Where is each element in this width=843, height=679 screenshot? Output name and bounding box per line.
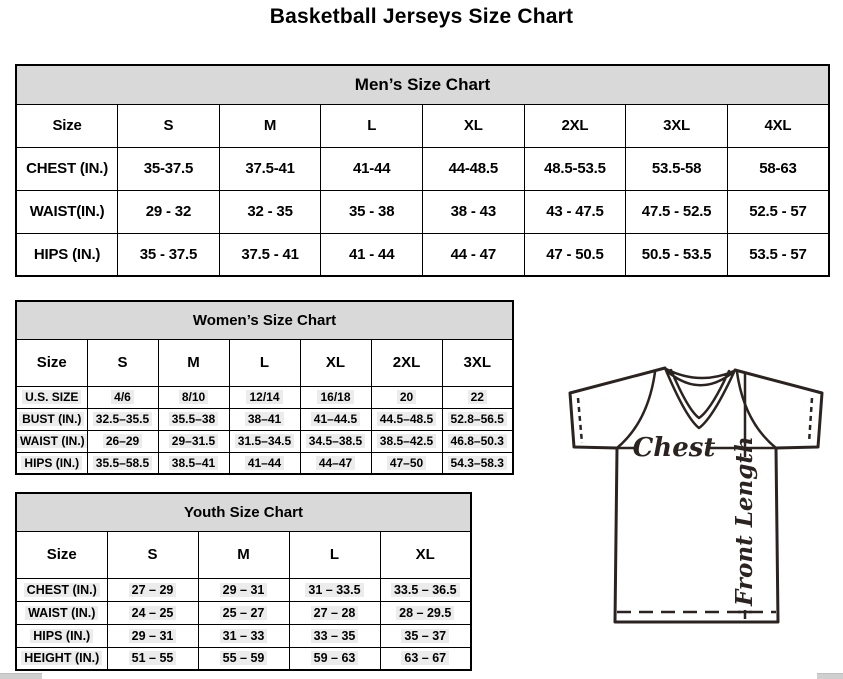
- horizontal-scrollbar-right[interactable]: [817, 673, 843, 679]
- cell-value: [371, 452, 442, 474]
- column-header-text: Size: [46, 546, 77, 563]
- cell-value-text: 38.5–41: [169, 456, 218, 470]
- row-label: [16, 647, 107, 670]
- cell-value-text: 47.5 - 52.5: [641, 203, 712, 220]
- cell-value: [198, 624, 289, 647]
- cell-value: [229, 386, 300, 408]
- cell-value-text: 34.5–38.5: [306, 434, 365, 448]
- table-title: Women’s Size Chart: [16, 301, 513, 339]
- table-row: [16, 647, 471, 670]
- cell-value: [219, 233, 321, 276]
- row-label-text: CHEST (IN.): [26, 160, 109, 177]
- column-header: [16, 339, 87, 386]
- row-label-text: WAIST (IN.): [25, 606, 98, 620]
- cell-value: [87, 408, 158, 430]
- cell-value-text: 41-44: [353, 160, 391, 177]
- cell-value-text: 44–47: [316, 456, 355, 470]
- cell-value-text: 12/14: [246, 390, 282, 404]
- row-label: [16, 233, 118, 276]
- cell-value: [289, 578, 380, 601]
- cell-value: [626, 190, 728, 233]
- cell-value: [626, 147, 728, 190]
- cell-value: [727, 190, 829, 233]
- row-label-text: HEIGHT (IN.): [21, 651, 102, 665]
- cell-value-text: 27 – 28: [311, 606, 359, 620]
- cell-value: [524, 233, 626, 276]
- cell-value: [300, 452, 371, 474]
- row-label-text: HIPS (IN.): [30, 629, 93, 643]
- cell-value-text: 35 - 38: [349, 203, 395, 220]
- cell-value: [289, 647, 380, 670]
- cell-value: [107, 624, 198, 647]
- cell-value-text: 31 – 33.5: [305, 583, 363, 597]
- row-label-text: BUST (IN.): [19, 412, 84, 426]
- cell-value: [87, 386, 158, 408]
- column-header-text: L: [259, 354, 270, 371]
- row-label-text: HIPS (IN.): [21, 456, 82, 470]
- cell-value: [158, 408, 229, 430]
- cell-value: [219, 190, 321, 233]
- cell-value-text: 38 - 43: [450, 203, 496, 220]
- column-header-text: L: [367, 117, 377, 134]
- cell-value-text: 41–44: [245, 456, 284, 470]
- row-label-text: HIPS (IN.): [33, 245, 101, 263]
- row-label-text: CHEST (IN.): [24, 583, 100, 597]
- cell-value: [198, 647, 289, 670]
- cell-value: [300, 386, 371, 408]
- row-label-text: WAIST (IN.): [17, 434, 87, 448]
- cell-value-text: 47–50: [387, 456, 426, 470]
- front-length-label: Front Length: [731, 436, 758, 606]
- row-label: [16, 386, 87, 408]
- cell-value: [380, 624, 471, 647]
- cell-value-text: 29 - 32: [145, 203, 192, 220]
- cell-value-text: 53.5 - 57: [749, 245, 807, 263]
- cell-value: [727, 147, 829, 190]
- cell-value: [107, 601, 198, 624]
- column-header: [727, 104, 829, 147]
- cell-value: [289, 624, 380, 647]
- table-title: Youth Size Chart: [16, 493, 471, 531]
- cell-value-text: 35.5–38: [169, 412, 218, 426]
- column-header: [321, 104, 423, 147]
- cell-value-text: 22: [468, 390, 487, 404]
- cell-value-text: 63 – 67: [401, 651, 449, 665]
- cell-value: [524, 147, 626, 190]
- cell-value: [380, 647, 471, 670]
- column-header-text: 3XL: [463, 354, 491, 371]
- youth-table: [15, 492, 472, 671]
- cell-value-text: 47 - 50.5: [546, 245, 604, 263]
- cell-value-text: 35 – 37: [401, 629, 449, 643]
- cell-value: [371, 386, 442, 408]
- cell-value-text: 26–29: [103, 434, 142, 448]
- column-header-text: 2XL: [561, 117, 589, 134]
- womens-table: [15, 300, 514, 475]
- cell-value-text: 28 – 29.5: [396, 606, 454, 620]
- cell-value: [423, 190, 525, 233]
- column-header: [380, 531, 471, 578]
- column-header: [423, 104, 525, 147]
- cell-value-text: 29 – 31: [220, 583, 268, 597]
- cell-value: [626, 233, 728, 276]
- cell-value: [524, 190, 626, 233]
- column-header-text: Size: [36, 354, 67, 371]
- cell-value: [87, 430, 158, 452]
- column-header-text: M: [263, 117, 277, 134]
- row-label: [16, 624, 107, 647]
- cell-value: [380, 578, 471, 601]
- row-label: [16, 430, 87, 452]
- cell-value: [229, 452, 300, 474]
- cell-value-text: 31.5–34.5: [235, 434, 294, 448]
- column-header: [16, 531, 107, 578]
- table-row: [16, 190, 829, 233]
- column-header-text: S: [163, 117, 174, 134]
- jersey-outline: [570, 368, 822, 622]
- horizontal-scrollbar-left[interactable]: [0, 673, 42, 679]
- cell-value-text: 32.5–35.5: [93, 412, 152, 426]
- cell-value-text: 29–31.5: [169, 434, 218, 448]
- cell-value-text: 38–41: [245, 412, 284, 426]
- cell-value-text: 29 – 31: [129, 629, 177, 643]
- cell-value-text: 59 – 63: [311, 651, 359, 665]
- cell-value: [371, 408, 442, 430]
- row-label: [16, 601, 107, 624]
- column-header-text: S: [147, 546, 158, 563]
- cell-value: [198, 601, 289, 624]
- cell-value-text: 41–44.5: [311, 412, 360, 426]
- cell-value-text: 54.3–58.3: [448, 456, 507, 470]
- table-row: [16, 408, 513, 430]
- table-row: [16, 233, 829, 276]
- column-header: [198, 531, 289, 578]
- cell-value-text: 51 – 55: [129, 651, 177, 665]
- cell-value: [219, 147, 321, 190]
- cell-value-text: 35 - 37.5: [139, 245, 198, 263]
- column-header: [300, 339, 371, 386]
- cell-value: [321, 190, 423, 233]
- column-header: [118, 104, 220, 147]
- chest-label: Chest: [632, 433, 716, 463]
- cell-value: [380, 601, 471, 624]
- cell-value: [727, 233, 829, 276]
- cell-value-text: 55 – 59: [220, 651, 268, 665]
- cell-value-text: 37.5-41: [245, 160, 295, 177]
- cell-value: [300, 408, 371, 430]
- cell-value: [442, 408, 513, 430]
- table-row: [16, 624, 471, 647]
- cell-value-text: 46.8–50.3: [448, 434, 507, 448]
- cell-value-text: 48.5-53.5: [544, 160, 606, 177]
- cell-value: [229, 430, 300, 452]
- table-title-row: [16, 301, 513, 339]
- cell-value-text: 35.5–58.5: [93, 456, 152, 470]
- cell-value: [229, 408, 300, 430]
- table-row: [16, 147, 829, 190]
- cell-value: [300, 430, 371, 452]
- cell-value-text: 31 – 33: [220, 629, 268, 643]
- column-header-text: 2XL: [392, 354, 421, 371]
- column-header: [87, 339, 158, 386]
- column-header-text: XL: [415, 546, 435, 563]
- cell-value-text: 8/10: [179, 390, 208, 404]
- jersey-measurement-diagram: [560, 360, 842, 628]
- table-row: [16, 452, 513, 474]
- cell-value-text: 16/18: [317, 390, 353, 404]
- jersey-collar: [665, 368, 735, 428]
- table-row: [16, 386, 513, 408]
- column-header-text: XL: [325, 354, 346, 371]
- table-row: [16, 430, 513, 452]
- column-header: [107, 531, 198, 578]
- table-row: [16, 578, 471, 601]
- cell-value: [289, 601, 380, 624]
- cell-value-text: 20: [397, 390, 416, 404]
- column-header: [229, 339, 300, 386]
- column-header-text: Size: [52, 117, 82, 134]
- column-header-text: M: [187, 354, 200, 371]
- column-header: [16, 104, 118, 147]
- row-label: [16, 147, 118, 190]
- column-header: [158, 339, 229, 386]
- row-label: [16, 190, 118, 233]
- cell-value: [442, 386, 513, 408]
- cell-value-text: 32 - 35: [247, 203, 293, 220]
- cell-value-text: 25 – 27: [220, 606, 268, 620]
- cell-value-text: 35-37.5: [143, 160, 194, 177]
- page-title: Basketball Jerseys Size Chart: [269, 5, 574, 28]
- row-label-text: U.S. SIZE: [22, 390, 81, 404]
- cell-value: [442, 452, 513, 474]
- column-header-text: 3XL: [663, 117, 691, 134]
- womens-size-chart: [15, 300, 514, 473]
- column-header: [524, 104, 626, 147]
- header-row: [16, 104, 829, 147]
- cell-value-text: 37.5 - 41: [241, 245, 299, 263]
- cell-value: [87, 452, 158, 474]
- column-header: [219, 104, 321, 147]
- cell-value-text: 44-48.5: [448, 160, 499, 177]
- cell-value-text: 52.8–56.5: [448, 412, 507, 426]
- cell-value: [371, 430, 442, 452]
- row-label: [16, 578, 107, 601]
- mens-size-chart: [15, 64, 830, 276]
- cell-value: [442, 430, 513, 452]
- cell-value-text: 44 - 47: [450, 245, 496, 263]
- cell-value-text: 33 – 35: [311, 629, 359, 643]
- column-header: [442, 339, 513, 386]
- cell-value: [321, 233, 423, 276]
- cell-value-text: 52.5 - 57: [749, 203, 807, 220]
- cell-value-text: 33.5 – 36.5: [391, 583, 460, 597]
- table-title-row: [16, 493, 471, 531]
- cell-value-text: 27 – 29: [129, 583, 177, 597]
- column-header: [289, 531, 380, 578]
- mens-table: [15, 64, 830, 277]
- row-label: [16, 408, 87, 430]
- row-label: [16, 452, 87, 474]
- cell-value-text: 53.5-58: [651, 160, 702, 177]
- cell-value: [107, 578, 198, 601]
- column-header: [371, 339, 442, 386]
- header-row: [16, 339, 513, 386]
- column-header: [626, 104, 728, 147]
- cell-value: [158, 430, 229, 452]
- cell-value: [118, 233, 220, 276]
- cell-value-text: 58-63: [759, 160, 797, 177]
- cell-value: [321, 147, 423, 190]
- column-header-text: 4XL: [764, 117, 792, 134]
- table-title-row: [16, 65, 829, 104]
- cell-value: [158, 386, 229, 408]
- cell-value-text: 4/6: [111, 390, 134, 404]
- cell-value: [158, 452, 229, 474]
- cell-value: [423, 147, 525, 190]
- cell-value-text: 43 - 47.5: [546, 203, 604, 220]
- column-header-text: L: [329, 546, 340, 563]
- table-row: [16, 601, 471, 624]
- cell-value-text: 24 – 25: [129, 606, 177, 620]
- cell-value-text: 44.5–48.5: [377, 412, 436, 426]
- cell-value: [118, 190, 220, 233]
- cell-value: [118, 147, 220, 190]
- column-header-text: M: [237, 546, 250, 563]
- row-label-text: WAIST(IN.): [29, 203, 105, 220]
- jersey-illustration: [560, 360, 842, 628]
- table-title: Men’s Size Chart: [16, 65, 829, 104]
- cell-value-text: 50.5 - 53.5: [641, 245, 712, 263]
- cell-value-text: 38.5–42.5: [377, 434, 436, 448]
- cell-value: [107, 647, 198, 670]
- cell-value: [423, 233, 525, 276]
- cell-value: [198, 578, 289, 601]
- column-header-text: XL: [463, 117, 483, 134]
- column-header-text: S: [117, 354, 128, 371]
- header-row: [16, 531, 471, 578]
- youth-size-chart: [15, 492, 472, 669]
- cell-value-text: 41 - 44: [349, 245, 395, 263]
